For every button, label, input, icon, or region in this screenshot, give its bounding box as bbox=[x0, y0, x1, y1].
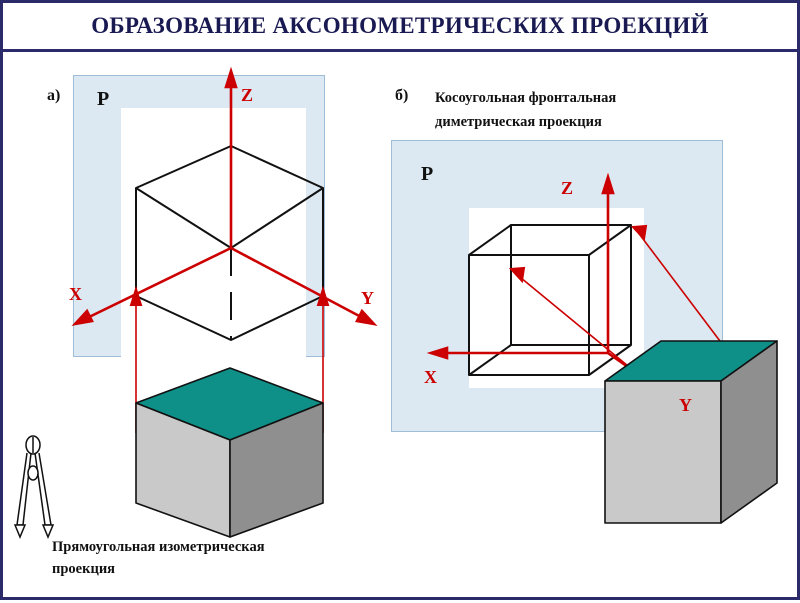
panel-a-axis-z-label: Z bbox=[241, 85, 254, 105]
panel-a-caption-line2: проекция bbox=[52, 561, 116, 577]
panel-b-drawing bbox=[3, 3, 800, 603]
panel-a-plane-label: P bbox=[97, 88, 110, 110]
page-title: ОБРАЗОВАНИЕ АКСОНОМЕТРИЧЕСКИХ ПРОЕКЦИЙ bbox=[91, 13, 709, 38]
panel-a-axis-x-label: X bbox=[69, 284, 82, 304]
panel-b-plane-label: P bbox=[421, 163, 434, 185]
panel-b-axis-y-label: Y bbox=[679, 395, 692, 415]
panel-a-item-label: а) bbox=[47, 87, 61, 104]
compass-icon bbox=[11, 433, 71, 543]
panel-a-caption-line1: Прямоугольная изометрическая bbox=[52, 539, 265, 555]
panel-b-heading-line1: Косоугольная фронтальная bbox=[435, 90, 617, 106]
panel-b-axis-x-label: X bbox=[424, 367, 437, 387]
panel-b-axis-z-label: Z bbox=[561, 178, 574, 198]
panel-b-heading-line2: диметрическая проекция bbox=[435, 114, 602, 130]
panel-a-axis-y-label: Y bbox=[361, 288, 374, 308]
panel-b-item-label: б) bbox=[395, 87, 409, 104]
